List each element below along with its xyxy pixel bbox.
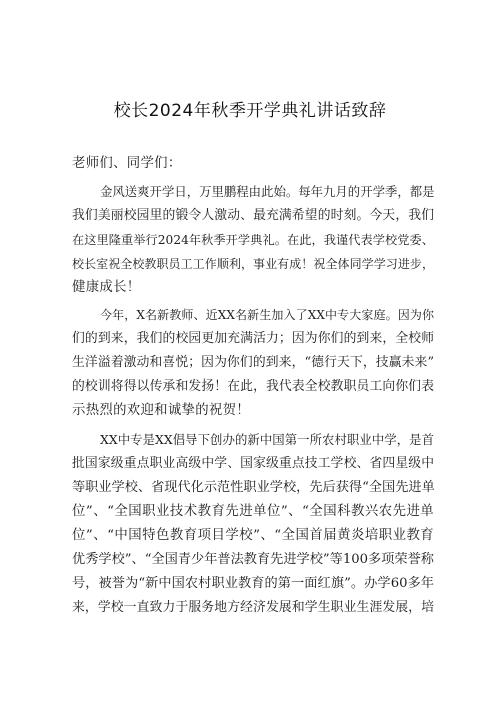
paragraph-1-line-3: 在这里隆重举行2024年秋季开学典礼。在此，我谨代表学校党委、 — [72, 233, 434, 247]
paragraph-1-line-4: 校长室祝全校教职员工工作顺利，事业有成！祝全体同学学习进步， — [72, 257, 434, 271]
paragraph-2-line-3: 生洋溢着激动和喜悦；因为你们的到来，“德行天下，技赢未来” — [72, 355, 434, 370]
paragraph-1-line-2: 我们美丽校园里的锻令人激动、最充满希望的时刻。今天，我们 — [72, 208, 434, 223]
paragraph-1-line-5: 健康成长！ — [72, 280, 141, 295]
paragraph-1-line-1: 金风送爽开学日，万里鹏程由此始。每年九月的开学季，都是 — [100, 184, 435, 199]
paragraph-2-line-1: 今年，X名新教师、近XX名新生加入了XX中专大家庭。因为你 — [100, 308, 434, 322]
paragraph-3-line-7: 号，被誉为“新中国农村职业教育的第一面红旗”。办学60多年 — [72, 576, 434, 591]
paragraph-3-line-1: XX中专是XX倡导下创办的新中国第一所农村职业中学，是首 — [100, 432, 434, 447]
paragraph-3-line-2: 批国家级重点职业高级中学、国家级重点技工学校、省四星级中 — [72, 456, 434, 471]
paragraph-2-line-2: 们的到来，我们的校园更加充满活力；因为你们的到来，全校师 — [72, 331, 434, 346]
paragraph-3-line-6: 优秀学校”、“全国青少年普法教育先进学校”等100多项荣誉称 — [72, 552, 434, 567]
paragraph-3-line-4: 位”、“全国职业技术教育先进单位”、“全国科教兴农先进单 — [72, 504, 434, 519]
paragraph-2-line-5: 示热烈的欢迎和诚挚的祝贺！ — [72, 403, 250, 418]
paragraph-2-line-4: 的校训将得以传承和发扬！在此，我代表全校教职员工向你们表 — [72, 379, 434, 394]
salutation: 老师们、同学们： — [72, 156, 182, 171]
paragraph-3-line-5: 位”、“中国特色教育项目学校”、“全国首届黄炎培职业教育 — [72, 528, 434, 543]
paragraph-3-line-8: 来，学校一直致力于服务地方经济发展和学生职业生涯发展，培 — [72, 600, 434, 615]
document-title: 校长2024年秋季开学典礼讲话致辞 — [113, 101, 387, 121]
paragraph-3-line-3: 等职业学校、省现代化示范性职业学校，先后获得“全国先进单 — [72, 480, 435, 495]
